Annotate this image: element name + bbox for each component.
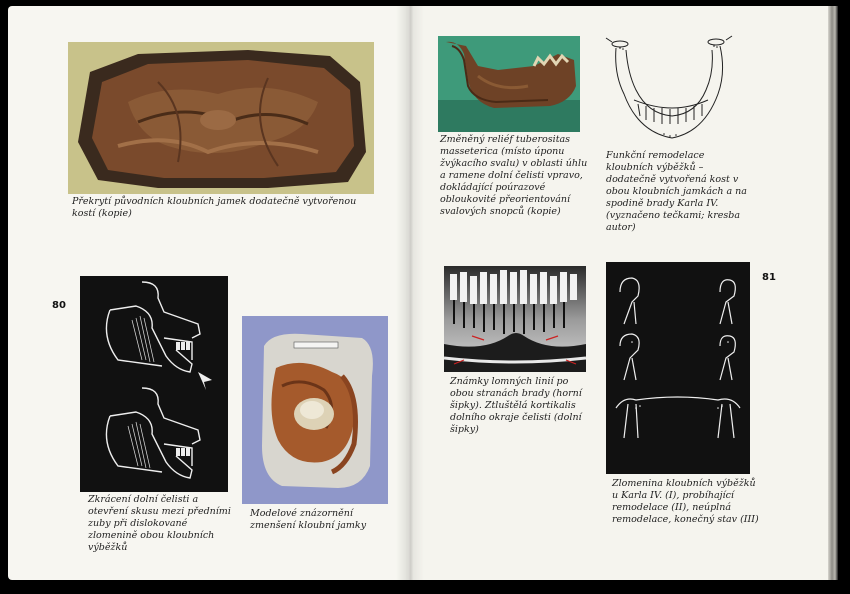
panoramic-xray (444, 266, 586, 372)
book-gutter (396, 6, 424, 580)
page-number-right: 81 (762, 272, 776, 283)
caption-xray: Známky lomných linií po obou stranách brady (horní šipky). Ztluštělá kortikalis dolního okraje čelisti (dolní šipky) (450, 376, 582, 435)
mandible-line-drawing (604, 34, 740, 144)
caption-mandible-drawing: Funkční remodelace kloubních výběžků – dodatečně vytvořená kost v obou kloubních jamkách a na spodině brady Karla IV. (vyznačeno tečkami; kresba autor) (606, 150, 747, 233)
mandible-photo (438, 36, 580, 132)
caption-joint-model: Modelové znázornění zmenšení kloubní jamky (250, 508, 367, 531)
skull-photo (68, 42, 374, 194)
page-edge (828, 6, 838, 580)
jaw-schematic (80, 276, 228, 492)
page-number-left: 80 (52, 300, 66, 311)
joint-model-photo (242, 316, 388, 504)
caption-mandible-photo: Změněný reliéf tuberositas masseterica (místo úponu žvýkacího svalu) v oblasti úhlu a ramene dolní čelisti vpravo, dokládající poúrazové obloukovité přeorientování svalových snopců (kopie) (440, 134, 588, 217)
condyle-sketches (606, 262, 750, 474)
caption-fracture-stages: Zlomenina kloubních výběžků u Karla IV. (I), probíhající remodelace (II), neúplná remodelace, konečný stav (III) (612, 478, 759, 525)
caption-jaw-shortening: Zkrácení dolní čelisti a otevření skusu mezi předními zuby při dislokované zlomenině obou kloubních výběžků (88, 494, 231, 553)
caption-skull-cast: Překrytí původních kloubních jamek dodatečně vytvořenou kostí (kopie) (72, 196, 357, 219)
